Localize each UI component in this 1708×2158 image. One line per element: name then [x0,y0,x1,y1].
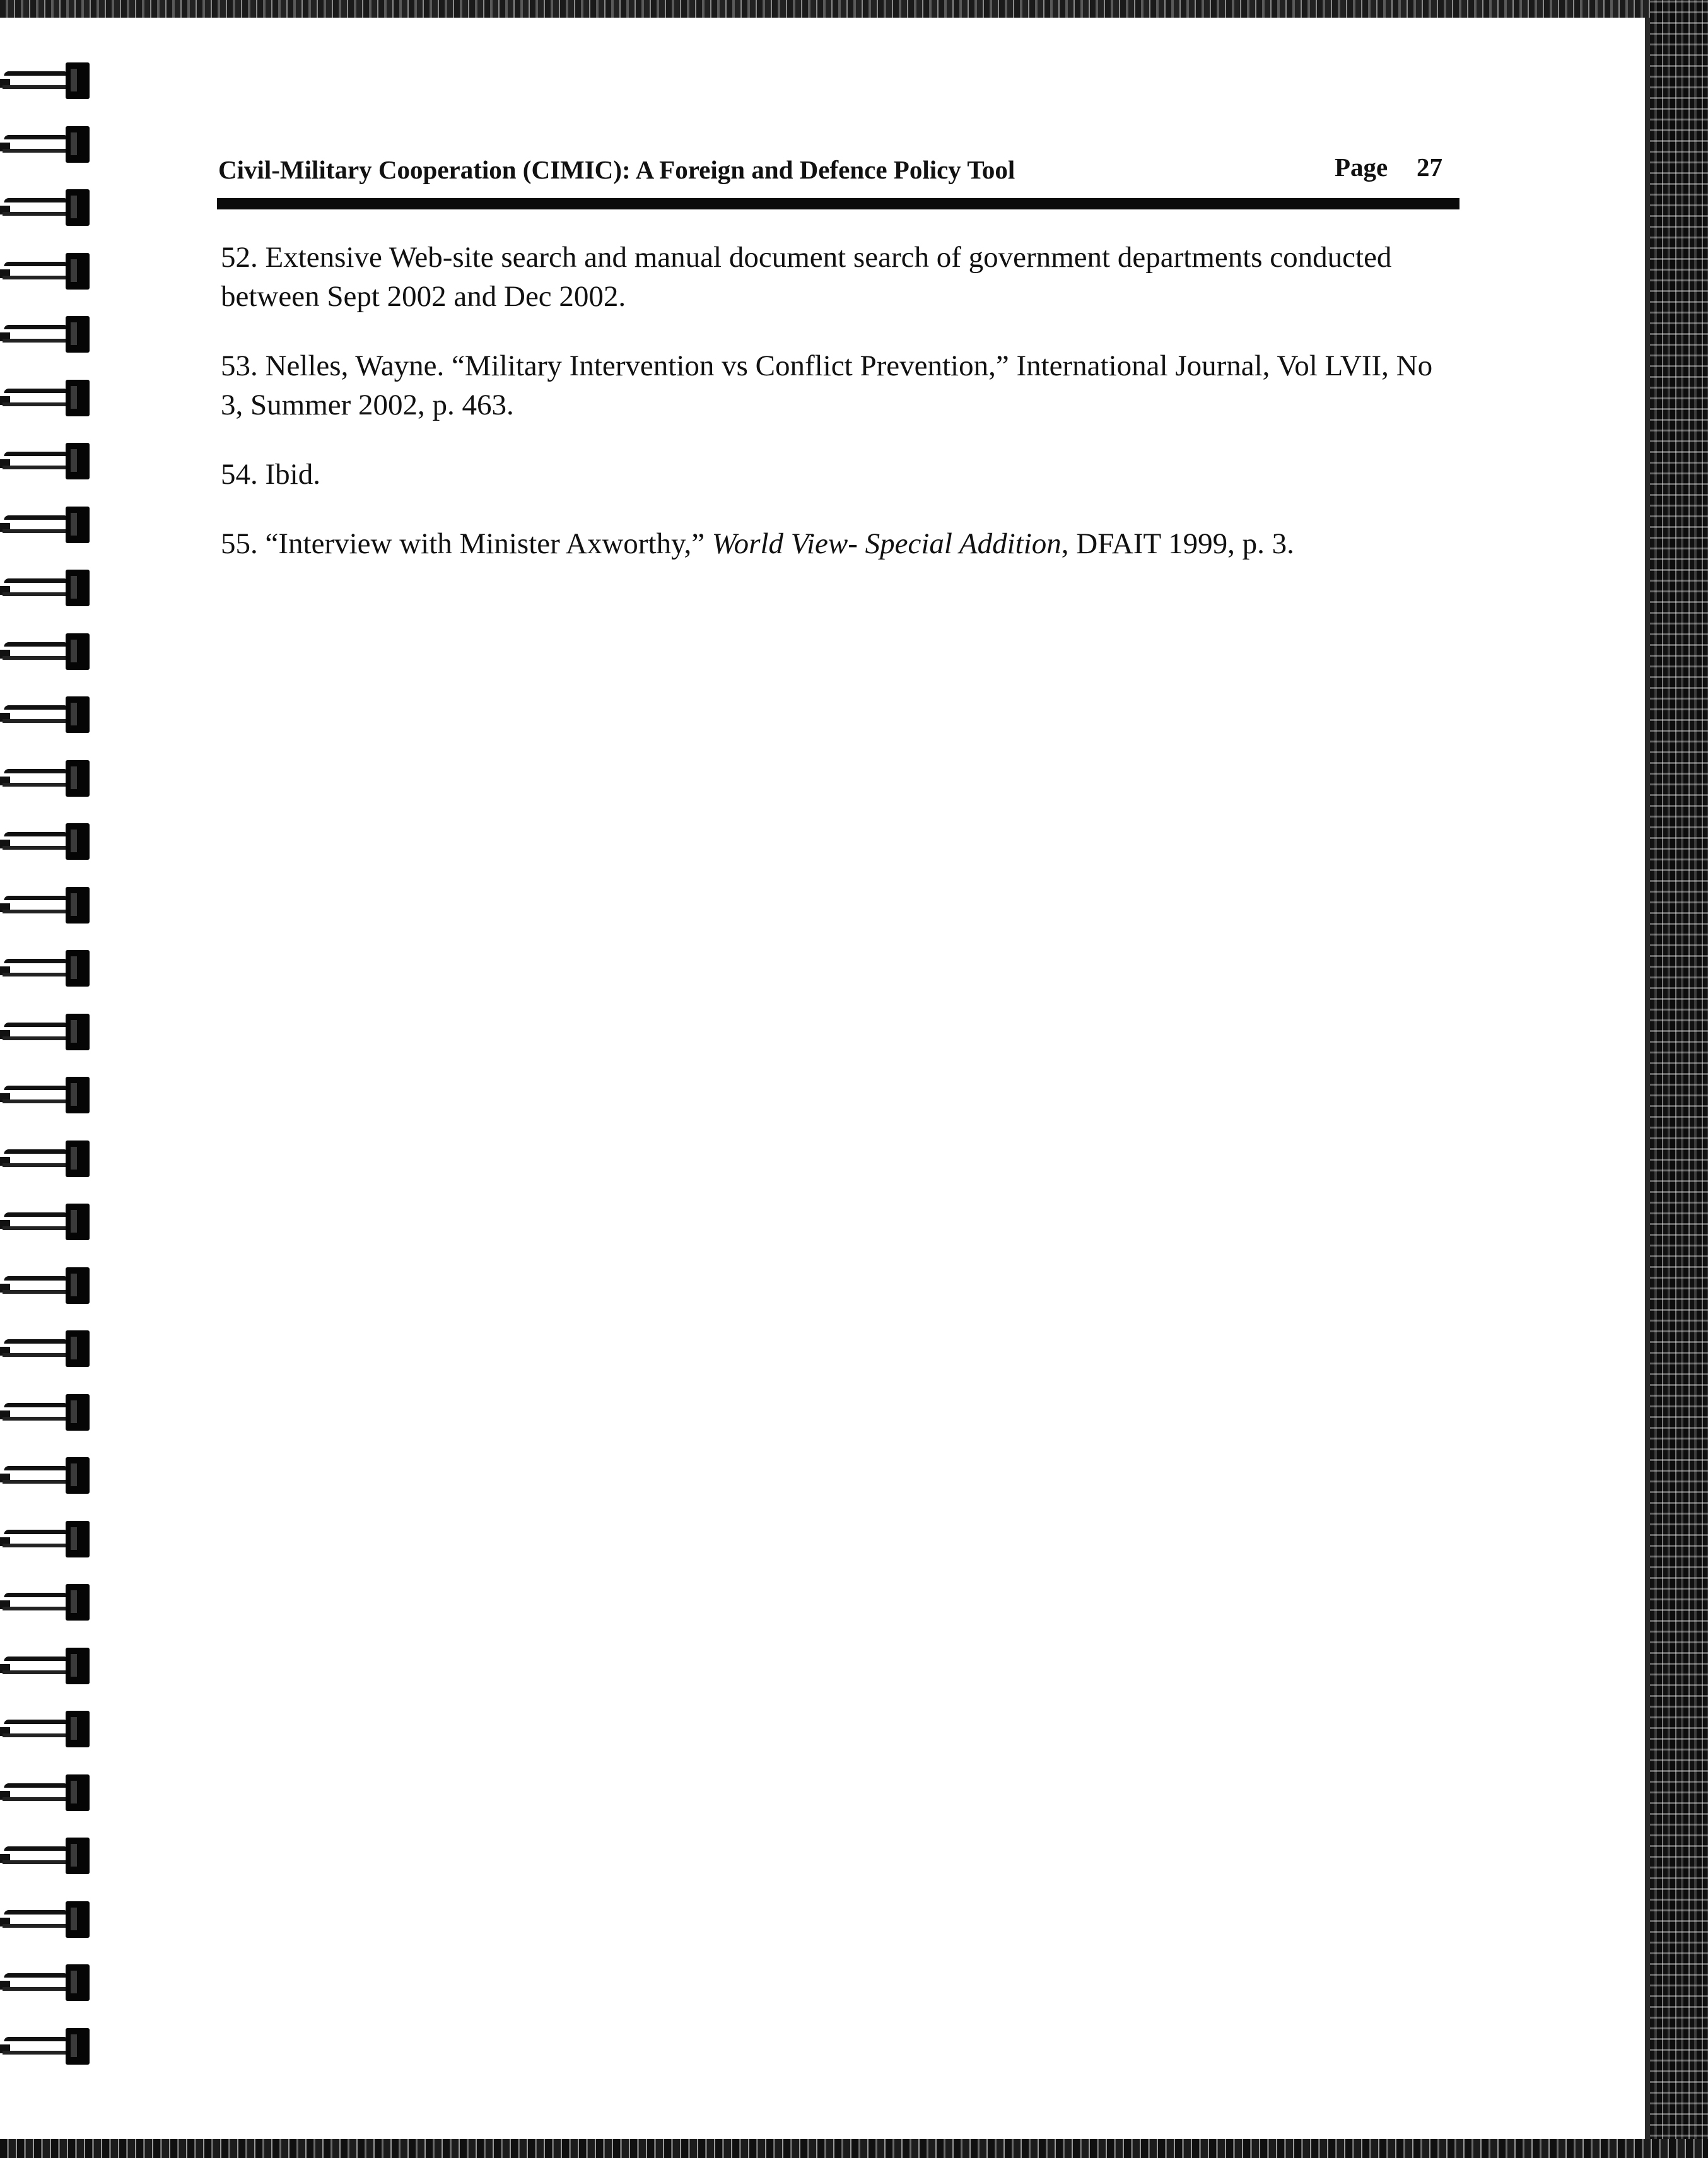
endnote-55 [221,524,1457,563]
binding-wire [3,1924,68,1933]
binding-wire [3,1720,67,1729]
binding-hole [66,1774,90,1811]
binding-hole [66,1204,90,1240]
binding-wire [3,783,68,792]
binding-hole [66,1014,90,1050]
binding-hole [66,1330,90,1367]
binding-wire [3,1783,67,1793]
endnote-53 [221,346,1457,425]
binding-ring [0,631,95,675]
binding-wire [3,149,68,158]
binding-wire [3,1149,67,1159]
binding-hole [66,507,90,543]
binding-wire [3,529,68,538]
paper-edge-shadow [1645,18,1650,2139]
binding-wire [3,1860,68,1869]
binding-ring [0,1518,95,1563]
binding-wire [3,910,68,918]
binding-ring [0,1328,95,1372]
binding-wire [3,1910,67,1920]
binding-hole [66,1457,90,1494]
binding-hole [66,1838,90,1874]
binding-wire [3,1733,68,1742]
binding-hole [66,1077,90,1113]
binding-ring [0,60,95,104]
header-rule [217,198,1459,209]
binding-wire [3,846,68,855]
binding-ring [0,1899,95,1943]
binding-wire [3,515,67,525]
binding-hole [66,1964,90,2001]
binding-wire [3,1480,68,1489]
binding-wire [3,1339,67,1349]
endnote-54 [221,455,1457,494]
endnote-text: Nelles, Wayne. “Military Intervention vs Conflict Prevention,” International Journal, Vol LVII, No 3, Summer 2002, p. 463. [221,349,1433,421]
binding-wire [3,1973,67,1983]
endnote-text-before: “Interview with Minister Axworthy,” [265,527,705,560]
binding-ring [0,124,95,168]
binding-ring [0,1772,95,1816]
binding-hole [66,1584,90,1621]
binding-wire [3,135,67,144]
binding-wire [3,1670,68,1679]
binding-ring [0,1201,95,1245]
binding-wire [3,656,68,665]
binding-wire [3,262,67,271]
binding-ring [0,1074,95,1118]
binding-wire [3,1086,67,1095]
endnote-number: 52. [221,241,258,274]
binding-ring [0,1708,95,1752]
endnote-number: 53. [221,349,258,382]
binding-wire [3,1593,67,1602]
binding-wire [3,769,67,778]
endnote-italic-title: World View- Special Addition [711,527,1062,560]
binding-hole [66,443,90,479]
binding-hole [66,760,90,797]
binding-ring [0,1265,95,1309]
endnote-number: 55. [221,527,258,560]
binding-wire [3,719,68,728]
binding-wire [3,1466,67,1475]
binding-wire [3,973,68,982]
binding-ring [0,821,95,865]
binding-wire [3,85,68,94]
binding-ring [0,187,95,231]
binding-wire [3,71,67,81]
binding-hole [66,1141,90,1177]
binding-wire [3,1417,68,1426]
binding-ring [0,440,95,484]
binding-ring [0,694,95,738]
binding-ring [0,947,95,992]
binding-ring [0,1138,95,1182]
binding-wire [3,1403,67,1412]
endnote-number: 54. [221,458,258,491]
binding-wire [3,1023,67,1032]
binding-wire [3,1657,67,1666]
binding-ring [0,1392,95,1436]
scanner-bed-top-edge [0,0,1708,18]
binding-hole [66,62,90,99]
binding-ring [0,1835,95,1879]
binding-hole [66,126,90,163]
binding-wire [3,1544,68,1552]
binding-hole [66,380,90,416]
binding-hole [66,633,90,670]
binding-ring [0,504,95,548]
scanner-bed-right-edge [1650,0,1708,2158]
binding-wire [3,2037,67,2046]
binding-wire [3,1607,68,1616]
binding-wire [3,2051,68,2060]
binding-wire [3,1212,67,1222]
binding-ring [0,2026,95,2070]
binding-wire [3,705,67,715]
binding-wire [3,198,67,208]
binding-wire [3,402,68,411]
endnote-text-after: , DFAIT 1999, p. 3. [1061,527,1294,560]
binding-wire [3,1290,68,1299]
endnote-text: Ibid. [265,458,320,491]
page-label: Page [1335,153,1388,182]
binding-wire [3,1797,68,1806]
binding-wire [3,1530,67,1539]
binding-ring [0,758,95,802]
spiral-binding [0,60,107,2116]
binding-ring [0,567,95,611]
binding-wire [3,592,68,601]
page-number: 27 [1417,153,1442,182]
binding-wire [3,339,68,348]
binding-hole [66,2028,90,2065]
endnotes [221,238,1457,563]
binding-wire [3,578,67,588]
binding-hole [66,887,90,924]
binding-wire [3,1163,68,1172]
binding-wire [3,642,67,652]
binding-hole [66,1521,90,1557]
binding-hole [66,823,90,860]
binding-ring [0,884,95,929]
binding-wire [3,1987,68,1996]
binding-wire [3,1846,67,1856]
binding-ring [0,377,95,421]
binding-hole [66,1267,90,1304]
binding-wire [3,1100,68,1108]
binding-ring [0,1011,95,1055]
binding-wire [3,896,67,905]
binding-hole [66,1711,90,1747]
binding-wire [3,452,67,461]
binding-hole [66,1648,90,1684]
binding-wire [3,959,67,968]
binding-wire [3,1036,68,1045]
binding-wire [3,1353,68,1362]
binding-hole [66,570,90,606]
endnote-52 [221,238,1457,316]
binding-wire [3,212,68,221]
binding-wire [3,466,68,474]
binding-hole [66,189,90,226]
binding-hole [66,950,90,987]
binding-ring [0,1455,95,1499]
binding-ring [0,1962,95,2006]
scanner-bed-bottom-edge [0,2139,1708,2158]
binding-wire [3,1276,67,1286]
binding-wire [3,389,67,398]
running-header [218,155,1459,192]
endnote-text: Extensive Web-site search and manual document search of government departments conducted between Sept 2002 and Dec 2002. [221,241,1392,313]
document-title: Civil-Military Cooperation (CIMIC): A Foreign and Defence Policy Tool [218,155,1015,184]
binding-hole [66,1901,90,1938]
binding-hole [66,1394,90,1431]
binding-hole [66,316,90,353]
binding-wire [3,276,68,284]
binding-hole [66,696,90,733]
binding-wire [3,832,67,842]
binding-ring [0,250,95,295]
binding-ring [0,314,95,358]
binding-wire [3,325,67,334]
binding-wire [3,1226,68,1235]
binding-ring [0,1581,95,1626]
binding-ring [0,1645,95,1689]
binding-hole [66,253,90,290]
